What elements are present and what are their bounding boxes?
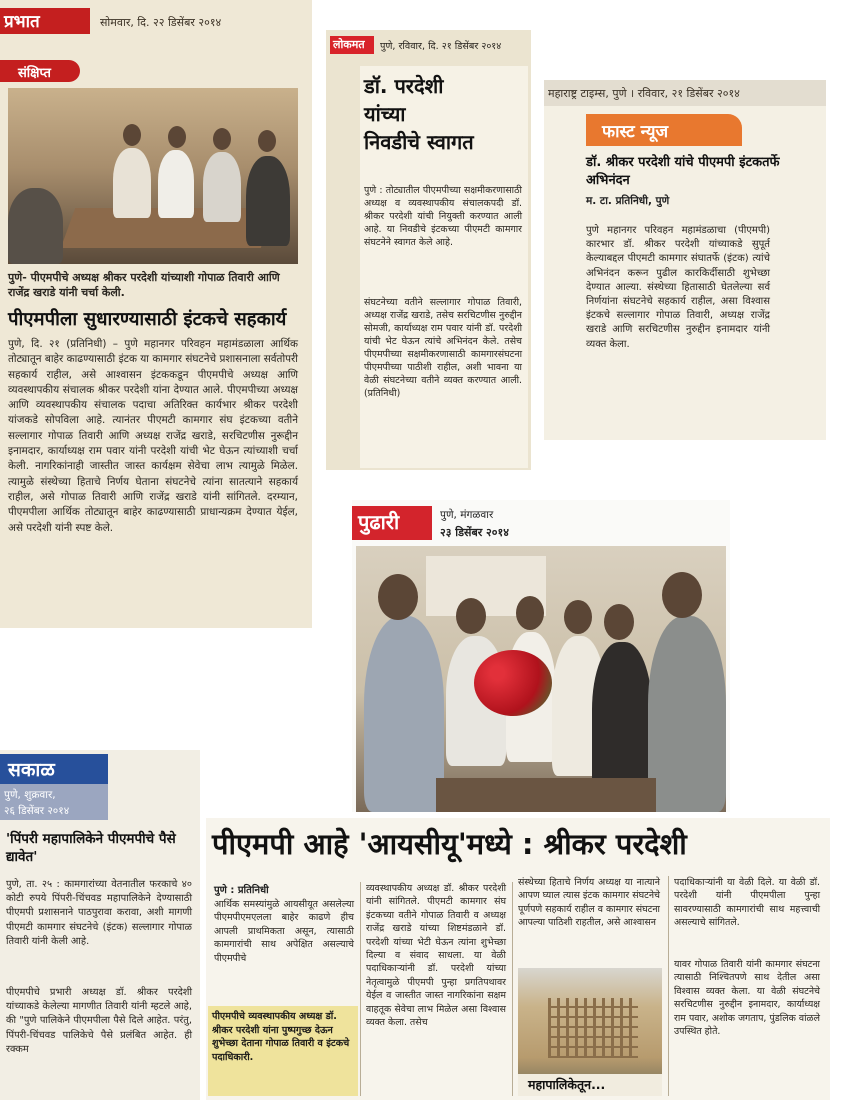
prabhat-masthead: प्रभात [4,12,40,32]
prabhat-photo-caption: पुणे- पीएमपीचे अध्यक्ष श्रीकर परदेशी यांच्याशी गोपाळ तिवारी आणि राजेंद्र खराडे यांनी चर्चा केली. [8,271,280,299]
person-figure [246,156,290,246]
person-head [604,604,634,640]
lokmat-article [360,66,528,468]
person-head [258,130,276,152]
person-head [123,124,141,146]
sakal-clipping [0,750,200,1100]
person-figure [113,148,151,218]
mata-dateline: महाराष्ट्र टाइम्स, पुणे । रविवार, २१ डिसेंबर २०१४ [548,87,740,100]
person-figure [203,152,241,222]
person-figure [648,616,726,812]
lokmat-dateline: पुणे, रविवार, दि. २१ डिसेंबर २०१४ [380,41,502,52]
sakal-col-3: संस्थेच्या हिताचे निर्णय अध्यक्ष या नात्याने आपण घ्याल त्यास इंटक कामगार संघटनेचे पूर्णपणे सहकार्य राहील व कामगार संघटना आपल्या पाठिशी राहतील, असे आश्वासन [518,877,660,929]
building-photo-caption: महापालिकेतून... [528,1077,606,1092]
sakal-main-headline: पीएमपी आहे 'आयसीयू'मध्ये : श्रीकर परदेशी [212,827,687,861]
sakal-body-2: पीएमपीचे प्रभारी अध्यक्ष डॉ. श्रीकर परदेशी यांच्याकडे केलेल्या मागणीत तिवारी यांनी म्हटले आहे, की "पुणे पालिकेने पीएमपीला पैसे दिले आहेत. परंतु, पिंपरी-चिंचवड पालिकेचे पैसे प्रलंबित आहेत. ही रक्कम [6,987,192,1055]
person-head [516,596,544,630]
person-head [213,128,231,150]
person-figure [8,188,63,264]
sakal-date: २६ डिसेंबर २०१४ [4,805,70,817]
prabhat-body: पुणे, दि. २१ (प्रतिनिधी) – पुणे महानगर परिवहन महामंडळाला आर्थिक तोट्यातून बाहेर काढण्यासाठी इंटक या कामगार संघटनेचे प्रशासनाला सर्वतोपरी सहकार्य राहील, असे आश्वासन इंटककडून पीएमपीचे अध्यक्ष आणि व्यवस्थापकीय संचालक श्रीकर परदेशी यांना देण्यात आले. पीएमपीच्या अध्यक्ष आणि व्यवस्थापकीय संचालक पदाचा अतिरिक्त कार्यभार श्रीकर परदेशी यांजकडे सोपविला आहे. त्यानंतर पीएमटी कामगार संघ इंटकच्या वतीने सल्लागार गोपाळ तिवारी आणि अध्यक्ष राजेंद्र खराडे, सरचिटणीस नुरूद्दीन इनामदार, कार्याध्यक्ष राम पवार यांनी परदेशी यांची भेट घेऊन त्यांच्याशी चर्चा केली. नागरिकांनाही जास्तीत जास्त कार्यक्षम सेवेचा लाभ त्यामुळे मिळेल. त्यामुळे संस्थेच्या हिताचे निर्णय घेताना संघटनेचे त्यांना सातत्याने सहकार्य राहील, असे गोपाळ तिवारी आणि राजेंद्र खराडे यांनी सांगितले. दरम्यान, पीएमपीला आर्थिक तोट्यातून बाहेर काढण्यासाठी प्राधान्यक्रम देण्यात येईल, असे परदेशी यांनी स्पष्ट केले. [8,338,298,534]
pudhari-date: २३ डिसेंबर २०१४ [440,526,509,539]
sakal-main-clipping [206,818,830,1100]
sakal-city-day: पुणे, शुक्रवार, [4,789,56,801]
mata-headline: डॉ. श्रीकर परदेशी यांचे पीएमपी इंटकतर्फे अभिनंदन [586,155,780,188]
lokmat-headline-line: यांच्या [364,102,406,126]
sakal-col-4b: यावर गोपाळ तिवारी यांनी कामगार संघटना त्यासाठी निश्चितपणे साथ देतील असा विश्वास व्यक्त केला. या वेळी संघटनेचे सरचिटणीस नुरुद्दीन इनामदार, कार्याध्यक्ष राम पवार, अशोक जगताप, पुंडलिक वांळले उपस्थित होते. [674,959,820,1038]
pudhari-masthead: पुढारी [358,510,400,534]
sakal-headline: 'पिंपरी महापालिकेने पीएमपीचे पैसे द्यावेत' [6,831,176,865]
person-head [662,572,702,618]
person-head [168,126,186,148]
sakal-body-1: पुणे, ता. २५ : कामगारांच्या वेतनातील फरकाचे ४० कोटी रुपये पिंपरी-चिंचवड महापालिकेने देण्यासाठी पीएमपी प्रशासनाने पाठपुरावा करावा, अशी मागणी पीएमटी कामगार संघटनेचे (इंटक) सल्लागार गोपाळ तिवारी यांनी केली आहे. [6,879,192,947]
column-rule [668,876,669,1096]
pudhari-city-day: पुणे, मंगळवार [440,509,494,521]
lokmat-headline-line: निवडीचे स्वागत [364,130,474,154]
person-head [564,600,592,634]
person-head [456,598,486,634]
prabhat-headline: पीएमपीला सुधारण्यासाठी इंटकचे सहकार्य [8,309,287,330]
prabhat-clipping [0,0,312,628]
column-rule [360,882,361,1096]
lokmat-para-2: संघटनेच्या वतीने सल्लागार गोपाळ तिवारी, अध्यक्ष राजेंद्र खराडे, तसेच सरचिटणीस नुरुद्दीन सोमजी, कार्याध्यक्ष राम पवार यांनी डॉ. परदेशी यांची भेट घेऊन त्यांचे अभिनंदन केले. तसेच पीएमपीच्या सक्षमीकरणासाठी कामगारसंघटना पीएमपीच्या पाठीशी राहील, अशी भावना या वेळी संघटनेच्या वतीने व्यक्त करण्यात आली. (प्रतिनिधी) [364,297,522,399]
lokmat-para-1: पुणे : तोट्यातील पीएमपीच्या सक्षमीकरणासाठी अध्यक्ष व व्यवस्थापकीय संचालकपदी डॉ. श्रीकर परदेशी यांची नियुक्ती करण्यात आली आहे. या निवडीचे इंटकच्या पीएमटी कामगार संघटनेने स्वागत केले आहे. [364,185,522,248]
person-head [378,574,418,620]
lokmat-masthead: लोकमत [333,38,365,51]
sakal-col-1: आर्थिक समस्यांमुळे आयसीयूत असलेल्या पीएमपीएमएलला बाहेर काढणे हीच आपली प्राथमिकता असून, त्यासाठी कामगारांची साथ अपेक्षित असल्याचे पीएमपीचे [214,899,354,964]
flower-bouquet [474,650,552,716]
column-rule [512,882,513,1096]
building-windows [548,998,638,1058]
prabhat-meeting-photo [8,88,298,264]
sakal-col-4a: पदाधिकाऱ्यांनी या वेळी दिले. या वेळी डॉ. परदेशी यांनी पीएमपीला पुन्हा सावरण्यासाठी कामगारांची साथ महत्त्वाची असल्याचे सांगितले. [674,877,820,929]
prabhat-tag-label: संक्षिप्त [18,66,51,81]
sakal-main-byline: पुणे : प्रतिनिधी [214,885,269,896]
mata-badge: फास्ट न्यूज [602,122,669,142]
pudhari-clipping [352,500,730,812]
desk-surface [436,778,656,812]
mata-body: पुणे महानगर परिवहन महामंडळाचा (पीएमपी) कारभार डॉ. श्रीकर परदेशी यांच्याकडे सुपूर्त केल्याबद्दल पीएमटी कामगार संघातर्फे (इंटक) त्यांचे अभिनंदन करून पुढील कारकिर्दीसाठी शुभेच्छा देण्यात आल्या. संस्थेच्या हितासाठी घेतलेल्या सर्व निर्णयांना संघटनेचे सहकार्य राहील, असा विश्वास इंटकचे सल्लागार गोपाळ तिवारी, अध्यक्ष राजेंद्र खराडे आणि सरचिटणीस नुरुद्दीन इनामदार यांनी व्यक्त केला. [586,225,770,350]
person-figure [592,642,652,792]
mata-clipping [544,80,826,440]
person-figure [158,150,194,218]
sakal-caption-text: पीएमपीचे व्यवस्थापकीय अध्यक्ष डॉ. श्रीकर परदेशी यांना पुष्पगुच्छ देऊन शुभेच्छा देताना गोपाळ तिवारी व इंटकचे पदाधिकारी. [212,1011,350,1063]
pudhari-bouquet-photo [356,546,726,812]
prabhat-dateline: सोमवार, दि. २२ डिसेंबर २०१४ [100,16,222,29]
sakal-masthead: सकाळ [8,759,55,781]
person-figure [364,616,444,812]
mata-byline: म. टा. प्रतिनिधी, पुणे [586,195,670,207]
sakal-col-2: व्यवस्थापकीय अध्यक्ष डॉ. श्रीकर परदेशी यांनी सांगितले. पीएमटी कामगार संघ इंटकच्या वतीने गोपाळ तिवारी व अध्यक्ष राजेंद्र खराडे यांच्या शिष्टमंडळाने डॉ. परदेशी यांच्या भेटी घेऊन त्यांना शुभेच्छा दिल्या व संवाद साधला. या वेळी पदाधिकाऱ्यांनी डॉ. परदेशी यांच्या नेतृत्वामुळे पीएमपी पुन्हा प्रगतिपथावर येईल व जास्तीत जास्त नागरिकांना सक्षम वाहतूक सेवेचा लाभ मिळेल असा विश्वास व्यक्त केला. तसेच [366,883,506,1029]
lokmat-headline [364,72,474,156]
lokmat-headline-line: डॉ. परदेशी [364,74,444,98]
